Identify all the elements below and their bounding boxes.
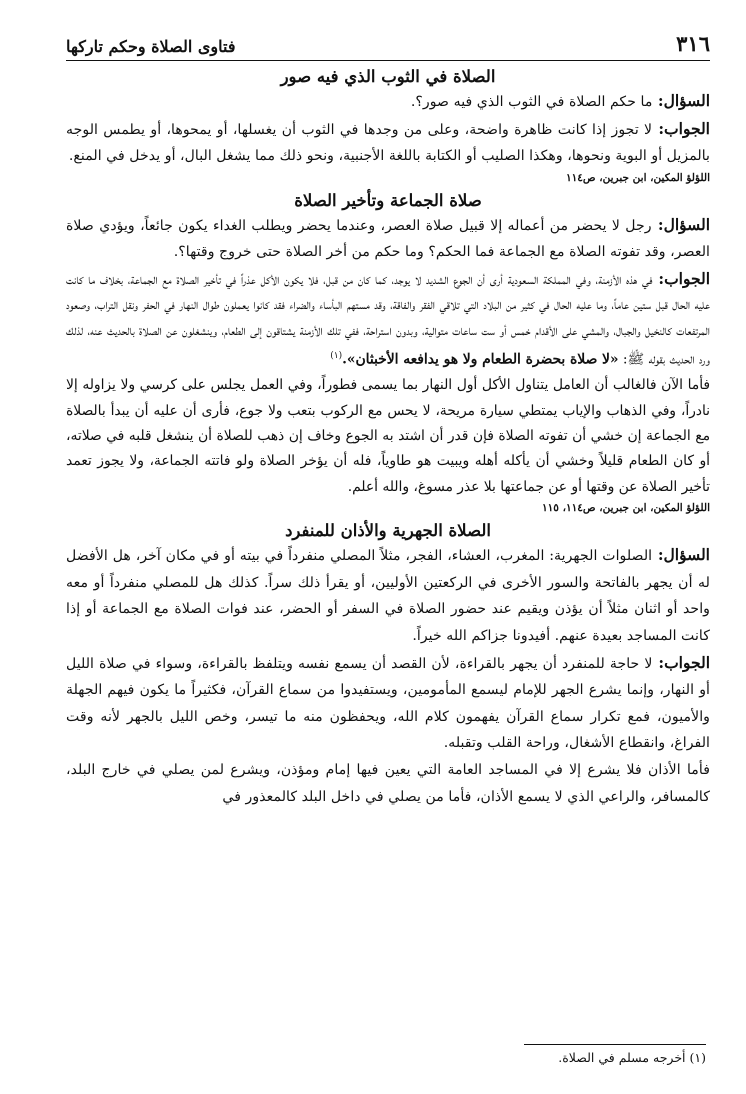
section-title-congregation-delay: صلاة الجماعة وتأخير الصلاة [294, 190, 482, 210]
question-text: رجل لا يحضر من أعماله إلا قبيل صلاة العصر، وعندما يحضر ويطلب الغداء يكون جائعاً، ويؤدي صلاة العصر، وقد تفوته الصلاة مع الجماعة فما الحكم؟ وما حكم من أخر الصلاة حتى خروج وقتها؟. [66, 217, 710, 261]
running-title: فتاوى الصلاة وحكم تاركها [66, 37, 236, 56]
source-citation: اللؤلؤ المكين، ابن جبرين، ص١١٤، ١١٥ [542, 502, 710, 515]
question-paragraph: السؤال: ما حكم الصلاة في الثوب الذي فيه صور؟. [410, 91, 710, 110]
answer-label: الجواب [664, 268, 711, 288]
answer-label: الجواب [664, 652, 711, 672]
section-title-clothes-images: الصلاة في الثوب الذي فيه صور [280, 67, 496, 86]
answer-paragraph: الجواب: لا حاجة للمنفرد أن يجهر بالقراءة، لأن القصد أن يسمع نفسه ويتلفظ بالقراءة، وسواء في صلاة الليل أو النهار، وإنما يشرع الجهر للإمام ليسمع المأمومين، ويستفيدوا من سماع القرآن، فكثيراً ما يكون فيهم الجهلة والأميون، فمع تكرار سماع القرآن يفهمون كلام الله، ويحفظون منه ما تيسر، وخص الليل بالجهر لأنه وقت الفراغ، وانقطاع الأشغال، وراحة القلب وتقبله. [66, 652, 711, 752]
document-page [66, 30, 710, 810]
section-title-loud-prayer-adhan: الصلاة الجهرية والأذان للمنفرد [285, 521, 491, 541]
answer-paragraph: الجواب: في هذه الأزمنة، وفي المملكة السعودية أرى أن الجوع الشديد لا يوجد، كما كان من قبل، فلا يكون الأكل عذراً في تأخير الصلاة مع الجماعة، بخلاف ما كانت عليه الحال قبل ستين عاماً، وما عليه الحال في كثير من البلاد التي تلاقي الفقر والفاقة، وقد مستهم البأساء والضراء فقد كانوا يعملون طوال النهار في الحفر ونقل التراب، وصعود المرتفعات كالنخيل والجبال، والمشي على الأقدام خمس أو ست ساعات متوالية، وبدون استراحة، ففي تلك الأزمنة يشتاقون إلى الطعام، وينشغلون عن الصلاة بالحديث عنه، لذلك ورد الحديث بقوله ﷺ: «لا صلاة بحضرة الطعام ولا هو يدافعه الأخبثان».$^{(١)}$ [66, 268, 711, 368]
question-label: السؤال [663, 545, 710, 565]
question-label: السؤال [663, 91, 710, 110]
question-text: الصلوات الجهرية: المغرب، العشاء، الفجر، مثلاً المصلي منفرداً في بيته أو في مكان آخر، هل الأفضل له أن يجهر بالفاتحة والسور الأخرى في الركعتين الأوليين، أو يقرأ ذلك سراً. كذلك هل للمصلي منفرداً أو معه واحد أو اثنان مثلاً أن يؤذن ويقيم عند حضور الصلاة في السفر أو الحضر، عند فوات الصلاة مع الجماعة أو إذا كانت المساجد بعيدة عنهم. أفيدونا جزاكم الله خيراً. [66, 548, 710, 644]
page-number: ٣١٦ [676, 31, 710, 56]
answer-label: الجواب [664, 118, 710, 138]
hadith-quote: «لا صلاة بحضرة الطعام ولا هو يدافعه الأخبثان». [342, 351, 619, 368]
question-label: السؤال [663, 214, 710, 234]
page-header [66, 30, 710, 61]
answer-text: في هذه الأزمنة، وفي المملكة السعودية أرى أن الجوع الشديد لا يوجد، كما كان من قبل، فلا يكون الأكل عذراً في تأخير الصلاة مع الجماعة، بخلاف ما كانت عليه الحال قبل ستين عاماً، وما عليه الحال في كثير من البلاد التي تلاقي الفقر والفاقة، وقد مستهم البأساء والضراء فقد كانوا يعملون طوال النهار في الحفر ونقل التراب، وصعود المرتفعات كالنخيل والجبال، والمشي على الأقدام خمس أو ست ساعات متوالية، وبدون استراحة، ففي تلك الأزمنة يشتاقون إلى الطعام، وينشغلون عن الصلاة بالحديث عنه، لذلك ورد الحديث بقوله ﷺ: [66, 271, 710, 368]
footnote: (١) أخرجه مسلم في الصلاة. [558, 1050, 706, 1065]
answer-continuation: فأما الأذان فلا يشرع إلا في المساجد العامة التي يعين فيها إمام ومؤذن، ويشرع لمن يصلي في خارج البلد، كالمسافر، والراعي الذي لا يسمع الأذان، فأما من يصلي في داخل البلد كالمعذور في [66, 761, 710, 805]
question-paragraph: السؤال: الصلوات الجهرية: المغرب، العشاء، الفجر، مثلاً المصلي منفرداً في بيته أو في مكان آخر، هل الأفضل له أن يجهر بالفاتحة والسور الأخرى في الركعتين الأوليين، أو يقرأ ذلك سراً. كذلك هل للمصلي منفرداً أو معه واحد أو اثنان مثلاً أن يؤذن ويقيم عند حضور الصلاة في السفر أو الحضر، عند فوات الصلاة مع الجماعة أو إذا كانت المساجد بعيدة عنهم. أفيدونا جزاكم الله خيراً. [66, 545, 710, 644]
question-paragraph: السؤال: رجل لا يحضر من أعماله إلا قبيل صلاة العصر، وعندما يحضر ويطلب الغداء يكون جائعاً، ويؤدي صلاة العصر، وقد تفوته الصلاة مع الجماعة فما الحكم؟ وما حكم من أخر الصلاة حتى خروج وقتها؟. [66, 214, 710, 261]
footnote-divider [524, 1044, 706, 1045]
answer-paragraph: الجواب: لا تجوز إذا كانت ظاهرة واضحة، وعلى من وجدها في الثوب أن يغسلها، أو يمحوها، أو يطمس الوجه بالمزيل أو البوية ونحوها، وهكذا الصليب أو الكتابة باللغة الأجنبية، ونحو ذلك مما يشغل البال، أو يدخل في المنع. [66, 118, 710, 165]
answer-text: لا حاجة للمنفرد أن يجهر بالقراءة، لأن القصد أن يسمع نفسه ويتلفظ بالقراءة، وسواء في صلاة الليل أو النهار، وإنما يشرع الجهر للإمام ليسمع المأمومين، ويستفيدوا من سماع القرآن، فكثيراً ما يكون فيهم الجهلة والأميون، فمع تكرار سماع القرآن يفهمون كلام الله، ويحفظون منه ما تيسر، وخص الليل بالجهر لأنه وقت الفراغ، وانقطاع الأشغال، وراحة القلب وتقبله. [66, 655, 710, 752]
question-text: ما حكم الصلاة في الثوب الذي فيه صور؟. [410, 94, 653, 110]
source-citation: اللؤلؤ المكين، ابن جبرين، ص١١٤ [565, 171, 710, 184]
answer-text: لا تجوز إذا كانت ظاهرة واضحة، وعلى من وجدها في الثوب أن يغسلها، أو يمحوها، أو يطمس الوجه بالمزيل أو البوية ونحوها، وهكذا الصليب أو الكتابة باللغة الأجنبية، ونحو ذلك مما يشغل البال، أو يدخل في المنع. [66, 121, 710, 165]
answer-continuation: فأما الآن فالغالب أن العامل يتناول الأكل أول النهار بما يسمى فطوراً، وفي العمل يجلس على كرسي ولا يزاوله إلا نادراً، وفي الذهاب والإياب يمتطي سيارة مريحة، لا يحس مع الركوب بتعب ولا جوع، فأرى أن عليه أن يبدأ بالصلاة مع الجماعة إن خشي أن تفوته الصلاة فإن قدر أن اشتد به الجوع وخاف إن ذهب للصلاة أن ينشغل قلبه في صلاته، أو كان الطعام قليلاً وخشي أن يأكله أهله ويبيت هو طاوياً، فله أن يؤخر الصلاة ولو فاتته الجماعة، ولا يجوز تعمد تأخير الصلاة عن وقتها أو عن جماعتها بلا عذر مسوغ، والله أعلم. [66, 377, 710, 495]
footnote-marker: (١) [330, 351, 343, 362]
